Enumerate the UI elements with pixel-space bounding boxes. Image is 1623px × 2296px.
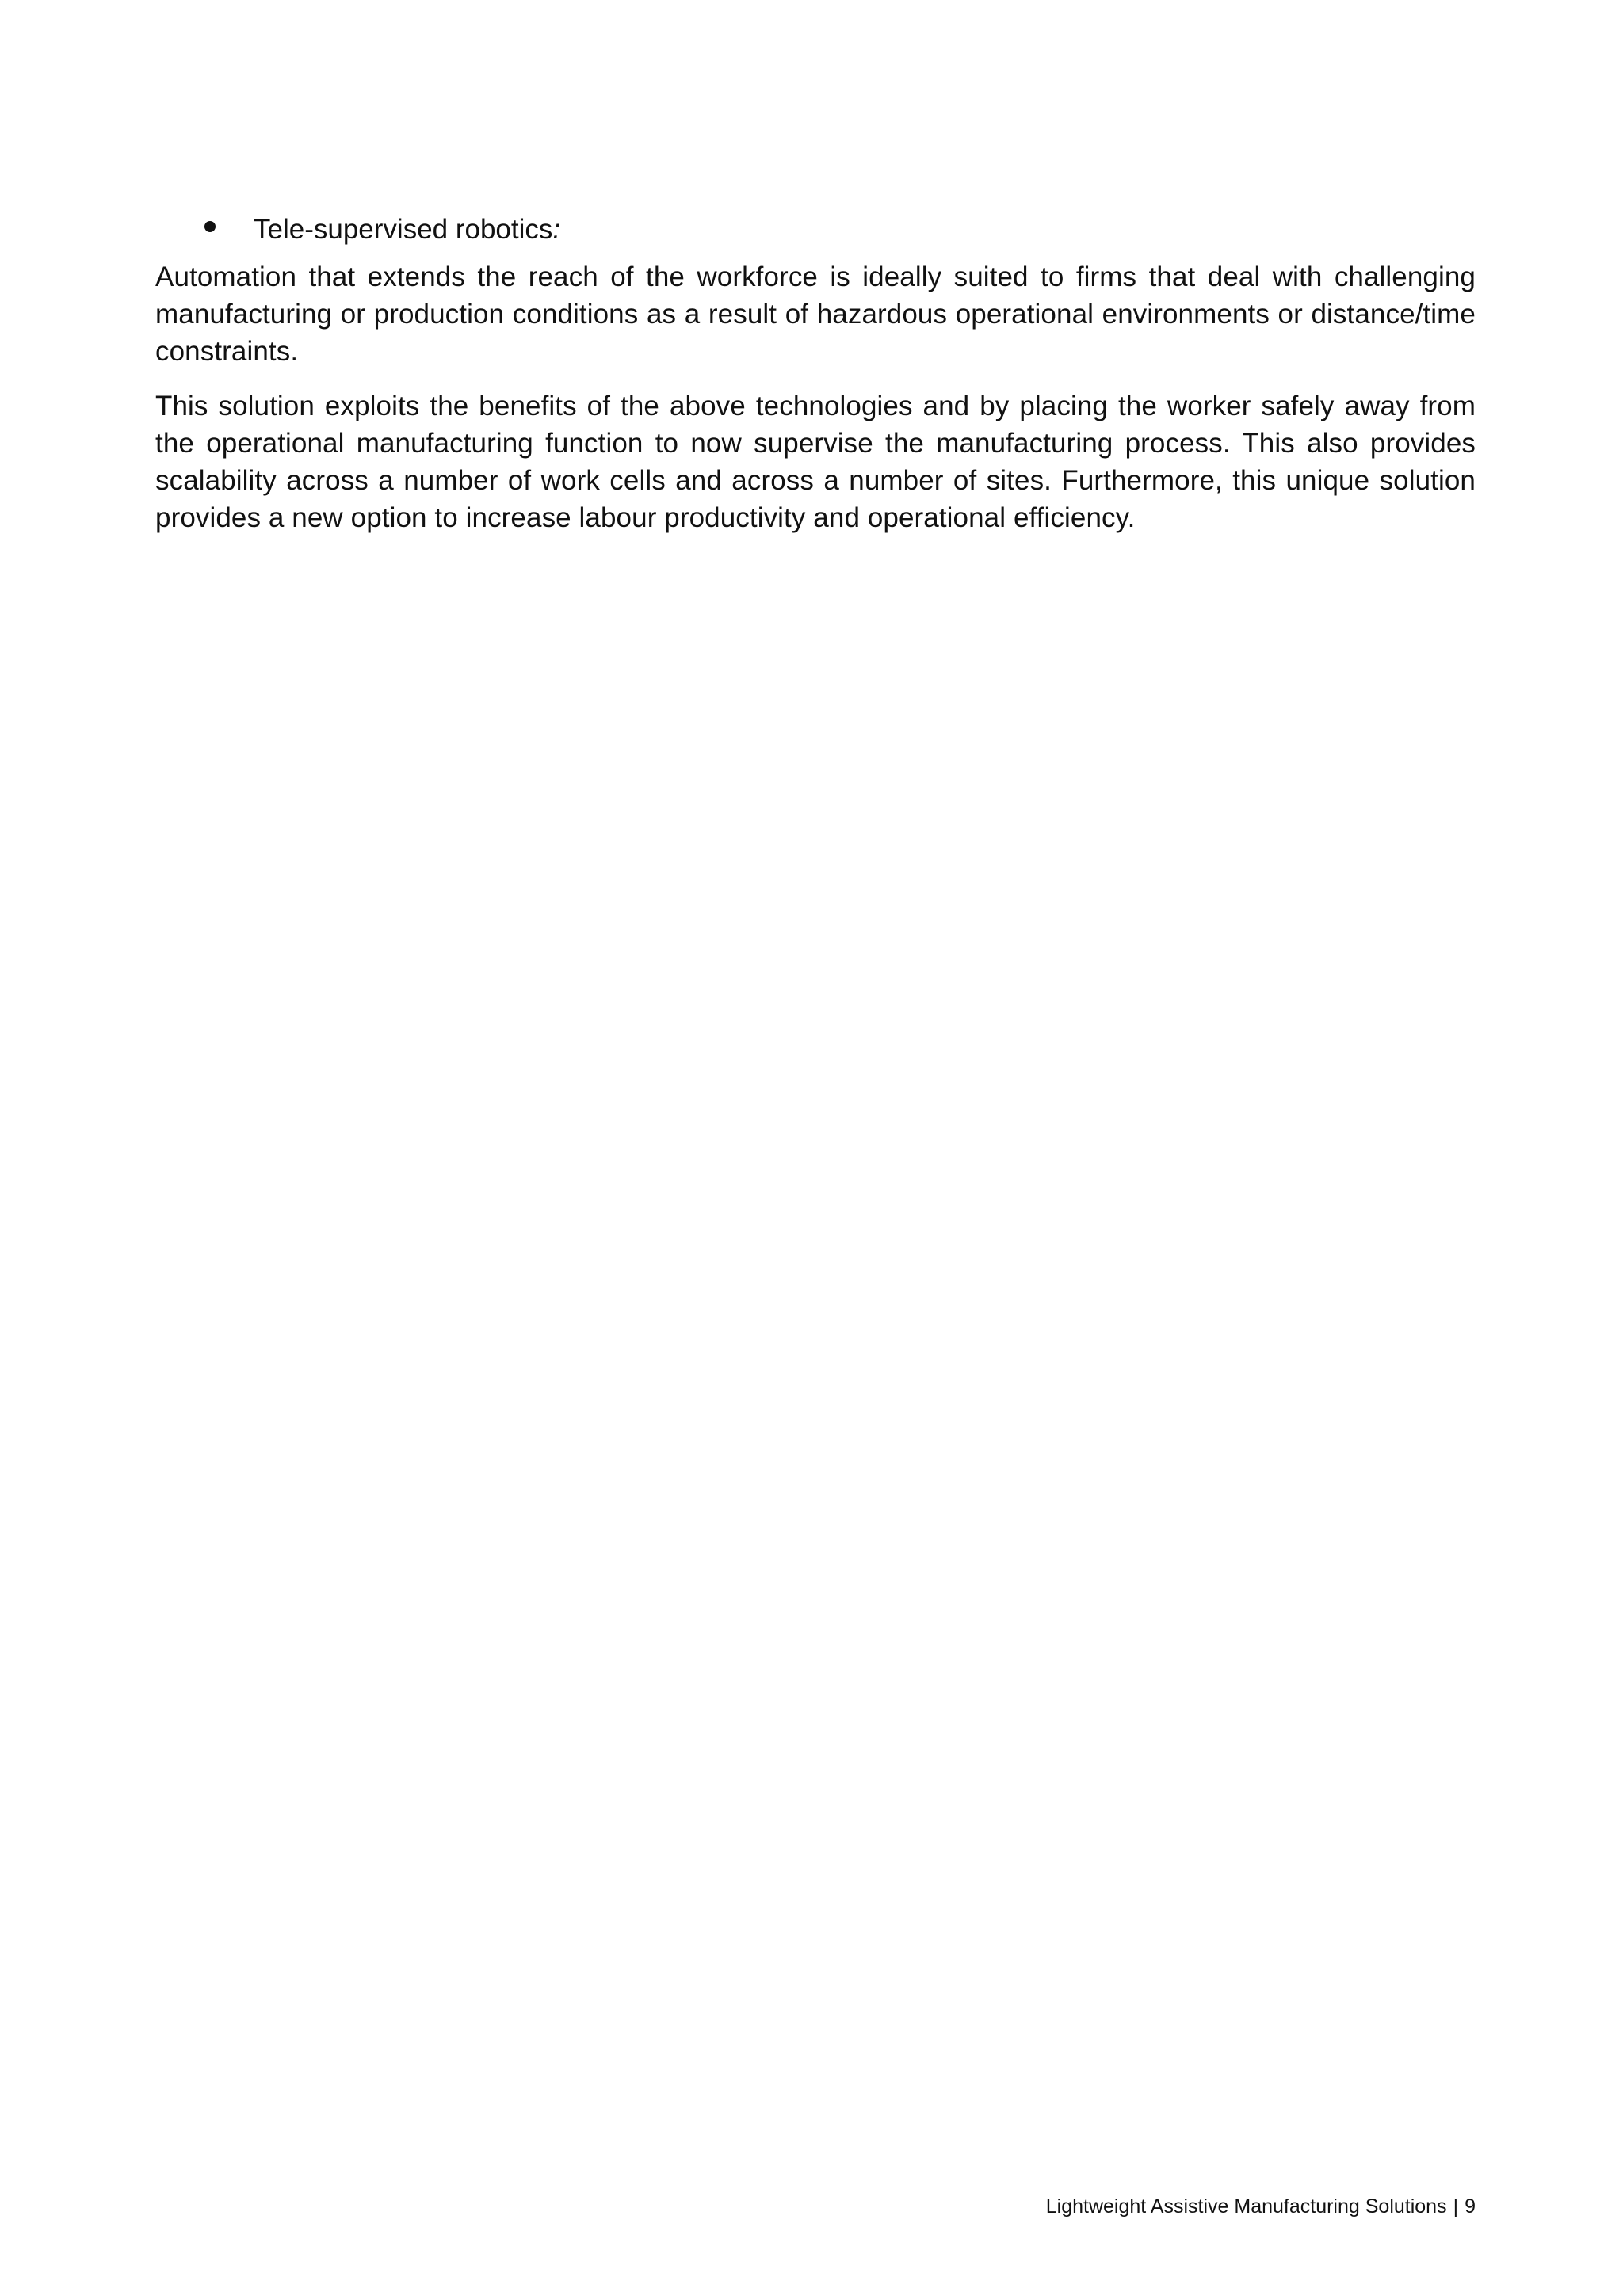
page-footer [1046, 2193, 1476, 2220]
bullet-text [254, 208, 560, 252]
footer-title: Lightweight Assistive Manufacturing Solutions [1045, 2195, 1447, 2218]
footer-separator: | [1453, 2195, 1459, 2218]
bullet-list-item [204, 208, 1476, 252]
bullet-colon: : [552, 214, 561, 245]
page-content [155, 208, 1476, 536]
paragraph-automation: Automation that extends the reach of the workforce is ideally suited to firms that deal with challenging manufacturing or production conditions as a result of hazardous operational environments or distance/time constraints. [155, 261, 1476, 367]
bullet-label: Tele-supervised robotics [254, 214, 553, 245]
paragraph-solution: This solution exploits the benefits of the above technologies and by placing the worker safely away from the operational manufacturing function to now supervise the manufacturing process. This also provides scalability across a number of work cells and across a number of sites. Furthermore, this unique solution provides a new option to increase labour productivity and operational efficiency. [155, 391, 1476, 533]
page-number: 9 [1465, 2195, 1476, 2218]
bullet-dot-icon [204, 221, 216, 232]
